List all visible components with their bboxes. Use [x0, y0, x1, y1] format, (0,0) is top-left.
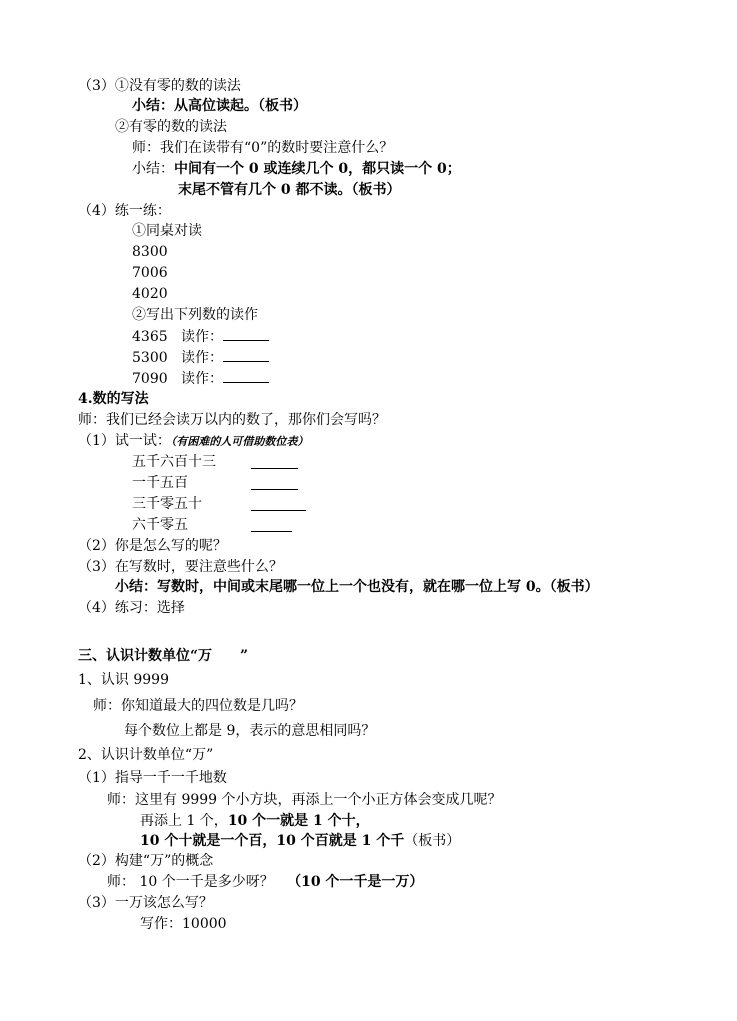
part3-s2-1-b	[140, 831, 460, 851]
part4-try	[78, 431, 308, 451]
answer-blank[interactable]	[223, 326, 269, 341]
answer-blank[interactable]	[251, 454, 298, 469]
answer-bold: 10 个一就是 1 个十，	[227, 813, 370, 829]
answer-prefix: 再添上 1 个，	[140, 813, 228, 829]
part3-s2-3: （3）一万该怎么写？	[78, 895, 213, 911]
try-note: （有困难的人可借助数位表）	[170, 435, 309, 448]
practice-num-3: 4020	[132, 286, 168, 302]
read-label: 读作：	[181, 350, 223, 366]
practice-a: ①同桌对读	[132, 223, 202, 239]
practice-b: ②写出下列数的读作	[132, 307, 258, 323]
part3-s2-1-a	[140, 811, 370, 831]
practice-num-2: 7006	[132, 265, 168, 281]
answer-suffix: （板书）	[404, 833, 461, 849]
part3-s2-2: （2）构建“万”的概念	[78, 853, 214, 869]
sec3-line1: （3）①没有零的数的读法	[78, 78, 241, 94]
part3-s2-1-teacher: 师：这里有 9999 个小方块，再添上一个小正方体会变成几呢？	[107, 792, 502, 808]
try-label: （1）试一试：	[78, 433, 171, 449]
answer-blank[interactable]	[223, 347, 269, 362]
write-item	[132, 494, 202, 514]
part4-title: 4.数的写法	[78, 391, 149, 407]
summary-prefix: 小结：	[132, 161, 174, 177]
part3-s2-2-line	[107, 872, 423, 892]
part4-q4: （4）练习：选择	[78, 600, 185, 616]
part3-title: 三、认识计数单位“万 ”	[78, 648, 249, 664]
write-item-text: 五千六百十三	[132, 454, 216, 470]
sec3-summary1: 小结：从高位读起。（板书）	[132, 98, 307, 114]
part3-s1: 1、认识 9999	[78, 672, 169, 688]
read-num: 4365	[132, 329, 168, 345]
answer-blank[interactable]	[251, 496, 306, 511]
part4-q2: （2）你是怎么写的呢？	[78, 538, 227, 554]
teacher-question: 师： 10 个一千是多少呀？	[107, 874, 274, 890]
answer-blank[interactable]	[223, 368, 269, 383]
read-row	[132, 326, 269, 346]
part3-s2-3-a: 写作：10000	[140, 916, 227, 932]
answer-bold: 10 个十就是一个百，10 个百就是 1 个千	[140, 833, 405, 849]
read-label: 读作：	[181, 371, 223, 387]
part4-summary: 小结：写数时，中间或末尾哪一位上一个也没有，就在哪一位上写 0。（板书）	[115, 579, 599, 595]
write-item	[132, 473, 188, 493]
sec3-line3: ②有零的数的读法	[115, 119, 227, 135]
read-label: 读作：	[181, 329, 223, 345]
read-row	[132, 368, 269, 388]
teacher-answer: （10 个一千是一万）	[287, 874, 424, 890]
practice-num-1: 8300	[132, 244, 168, 260]
read-num: 7090	[132, 371, 168, 387]
part3-s2: 2、认识计数单位“万”	[78, 747, 214, 763]
answer-blank[interactable]	[251, 475, 298, 490]
read-row	[132, 347, 269, 367]
write-item-text: 三千零五十	[132, 496, 202, 512]
part4-q3: （3）在写数时，要注意些什么？	[78, 559, 283, 575]
read-num: 5300	[132, 350, 168, 366]
write-item-text: 六千零五	[132, 517, 188, 533]
summary-bold: 中间有一个 0 或连续几个 0，都只读一个 0；	[174, 161, 461, 177]
answer-blank[interactable]	[251, 517, 292, 532]
part3-s2-1: （1）指导一千一千地数	[78, 770, 227, 786]
part3-s1-q1: 师：你知道最大的四位数是几吗？	[93, 698, 303, 714]
sec3-summary2	[132, 159, 461, 179]
write-item	[132, 515, 188, 535]
sec3-summary3: 末尾不管有几个 0 都不读。（板书）	[178, 182, 401, 198]
practice-heading: （4）练一练：	[78, 203, 171, 219]
write-item	[132, 452, 216, 472]
sec3-teacher-question: 师：我们在读带有“0”的数时要注意什么？	[132, 140, 394, 156]
part4-teacher: 师：我们已经会读万以内的数了，那你们会写吗？	[78, 412, 386, 428]
write-item-text: 一千五百	[132, 475, 188, 491]
part3-s1-q2: 每个数位上都是 9，表示的意思相同吗？	[124, 723, 376, 739]
